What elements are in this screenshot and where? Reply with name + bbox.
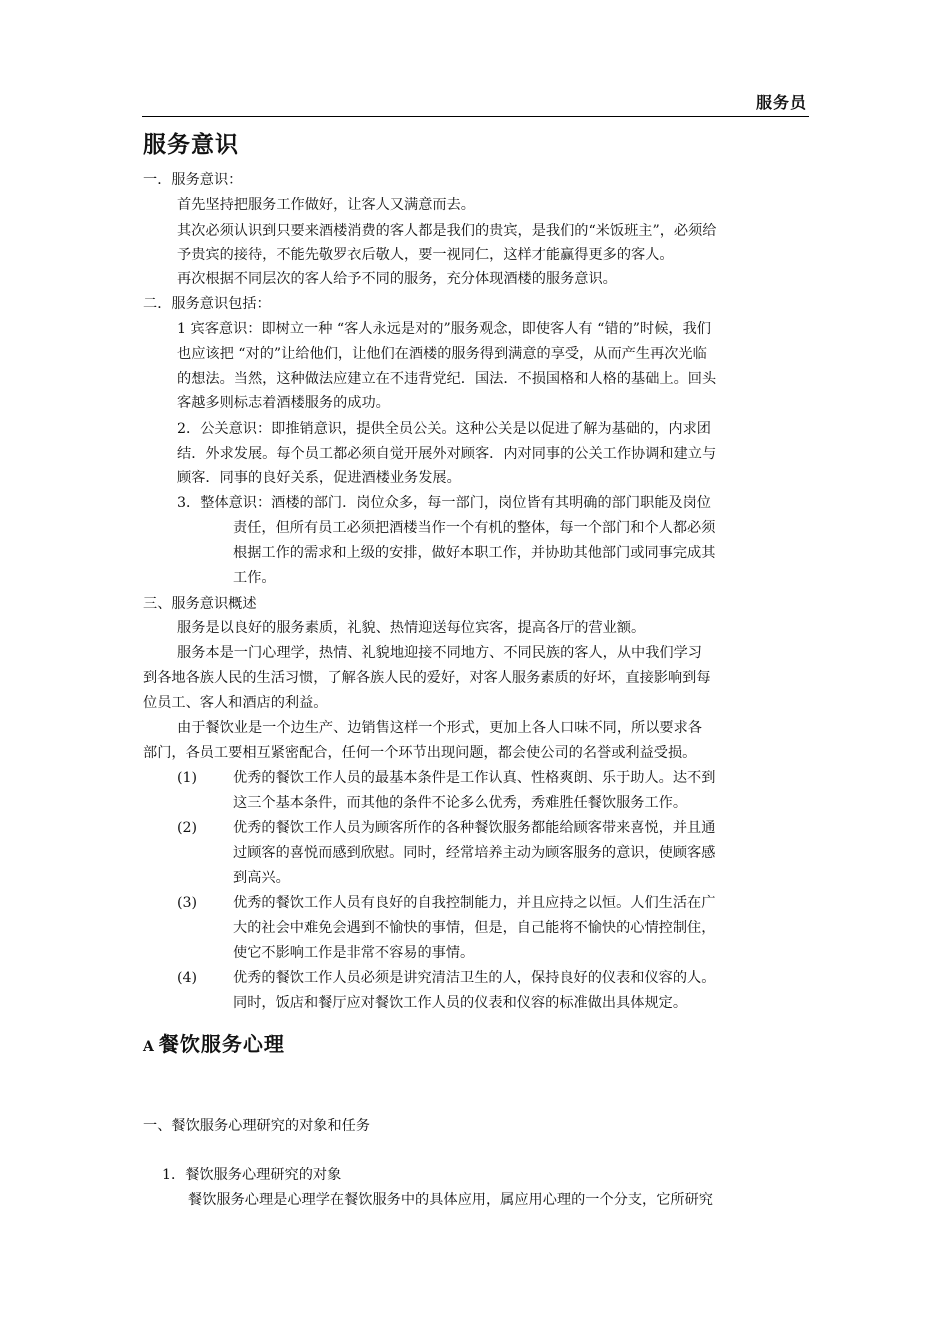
paragraph-line: 服务本是一门心理学，热情、礼貌地迎接不同地方、不同民族的客人，从中我们学习 (177, 645, 702, 661)
section-heading-4: 一、餐饮服务心理研究的对象和任务 (143, 1118, 371, 1134)
paragraph-line: 位员工、客人和酒店的利益。 (143, 695, 328, 711)
paragraph-line: 其次必须认识到只要来酒楼消费的客人都是我们的贵宾，是我们的“米饭班主”，必须给 (177, 223, 717, 239)
section-heading-1: 一．服务意识： (143, 172, 243, 188)
header-rule (142, 116, 809, 117)
paragraph-line: 1 宾客意识：即树立一种 “客人永远是对的”服务观念，即使客人有 “错的”时候，我们 (177, 321, 711, 337)
list-item-line: 这三个基本条件，而其他的条件不论多么优秀，秀难胜任餐饮服务工作。 (233, 795, 688, 811)
paragraph-line: 餐饮服务心理是心理学在餐饮服务中的具体应用，属应用心理的一个分支，它所研究 (188, 1192, 713, 1208)
list-number: (4) (177, 970, 198, 986)
paragraph-line: 也应该把 “对的”让给他们，让他们在酒楼的服务得到满意的享受，从而产生再次光临 (177, 346, 707, 362)
list-item-line: 使它不影响工作是非常不容易的事情。 (233, 945, 475, 961)
paragraph-line: 客越多则标志着酒楼服务的成功。 (177, 395, 390, 411)
paragraph-line: 部门，各员工要相互紧密配合，任何一个环节出现问题，都会使公司的名誉或利益受损。 (143, 745, 697, 761)
list-item-line: 同时，饭店和餐厅应对餐饮工作人员的仪表和仪容的标准做出具体规定。 (233, 995, 688, 1011)
list-item-line: 优秀的餐饮工作人员必须是讲究清洁卫生的人，保持良好的仪表和仪容的人。 (233, 970, 716, 986)
list-item-line: 到高兴。 (233, 870, 290, 886)
list-item-line: 优秀的餐饮工作人员有良好的自我控制能力，并且应持之以恒。人们生活在广 (233, 895, 716, 911)
list-number: (1) (177, 770, 198, 786)
paragraph-line: 3．整体意识：酒楼的部门．岗位众多，每一部门，岗位皆有其明确的部门职能及岗位 (177, 495, 711, 511)
subsection-heading: 1．餐饮服务心理研究的对象 (162, 1167, 342, 1183)
paragraph-line: 首先坚持把服务工作做好，让客人又满意而去。 (177, 197, 475, 213)
list-number: (2) (177, 820, 198, 836)
paragraph-line: 再次根据不同层次的客人给予不同的服务，充分体现酒楼的服务意识。 (177, 271, 617, 287)
page-title: 服务意识 (143, 132, 239, 158)
running-header: 服务员 (755, 93, 807, 112)
paragraph-line: 由于餐饮业是一个边生产、边销售这样一个形式，更加上各人口味不同，所以要求各 (177, 720, 702, 736)
paragraph-line: 到各地各族人民的生活习惯，了解各族人民的爱好，对客人服务素质的好坏，直接影响到每 (143, 670, 711, 686)
section-prefix: A (143, 1039, 155, 1055)
section-heading-3: 三、服务意识概述 (143, 596, 257, 612)
paragraph-line: 根据工作的需求和上级的安排，做好本职工作，并协助其他部门或同事完成其 (233, 545, 716, 561)
list-number: (3) (177, 895, 198, 911)
paragraph-line: 责任，但所有员工必须把酒楼当作一个有机的整体，每一个部门和个人都必须 (233, 520, 716, 536)
paragraph-line: 予贵宾的接待，不能先敬罗衣后敬人，要一视同仁，这样才能赢得更多的客人。 (177, 247, 674, 263)
paragraph-line: 2．公关意识：即推销意识，提供全员公关。这种公关是以促进了解为基础的，内求团 (177, 421, 711, 437)
section-heading-2: 二．服务意识包括： (143, 296, 271, 312)
paragraph-line: 服务是以良好的服务素质，礼貌、热情迎送每位宾客，提高各厅的营业额。 (177, 620, 646, 636)
paragraph-line: 工作。 (233, 570, 276, 586)
list-item-line: 优秀的餐饮工作人员为顾客所作的各种餐饮服务都能给顾客带来喜悦，并且通 (233, 820, 716, 836)
paragraph-line: 结．外求发展。每个员工都必须自觉开展外对顾客．内对同事的公关工作协调和建立与 (177, 446, 717, 462)
section-title-text: 餐饮服务心理 (158, 1032, 285, 1056)
list-item-line: 大的社会中难免会遇到不愉快的事情，但是，自己能将不愉快的心情控制住， (233, 920, 716, 936)
list-item-line: 过顾客的喜悦而感到欣慰。同时，经常培养主动为顾客服务的意识，使顾客感 (233, 845, 716, 861)
list-item-line: 优秀的餐饮工作人员的最基本条件是工作认真、性格爽朗、乐于助人。达不到 (233, 770, 716, 786)
paragraph-line: 顾客．同事的良好关系，促进酒楼业务发展。 (177, 470, 461, 486)
paragraph-line: 的想法。当然，这种做法应建立在不违背党纪．国法．不损国格和人格的基础上。回头 (177, 371, 717, 387)
section-title-catering-psychology (143, 1028, 285, 1057)
